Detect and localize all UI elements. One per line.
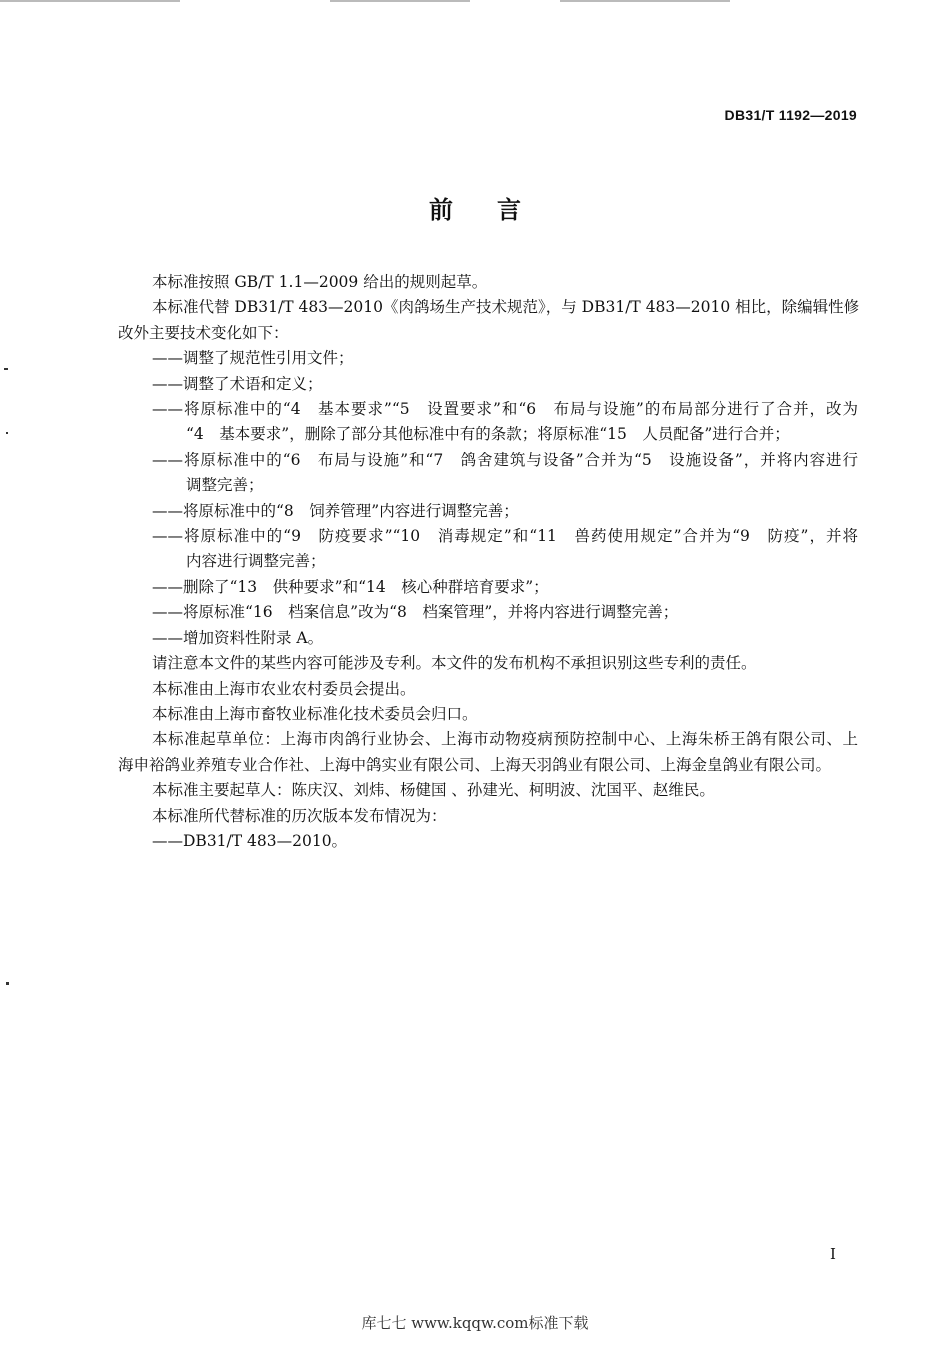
page-number: I [830, 1245, 836, 1263]
paragraph-line: 本标准所代替标准的历次版本发布情况为： [152, 806, 447, 825]
list-item-line: “4 基本要求”，删除了部分其他标准中有的条款；将原标准“15 人员配备”进行合并； [186, 425, 790, 444]
scan-edge-line [330, 0, 470, 2]
paragraph-line: 改外主要技术变化如下： [118, 323, 289, 342]
paragraph-line: 本标准由上海市畜牧业标准化技术委员会归口。 [152, 704, 478, 723]
paragraph-line: 请注意本文件的某些内容可能涉及专利。本文件的发布机构不承担识别这些专利的责任。 [152, 654, 757, 673]
paragraph-line: 本标准代替 DB31/T 483—2010《肉鸽场生产技术规范》，与 DB31/T 483—2010 相比，除编辑性修 [152, 298, 860, 317]
list-item-line: ——调整了规范性引用文件； [152, 349, 354, 368]
list-item-line: ——增加资料性附录 A。 [152, 628, 324, 647]
list-item-line: 调整完善； [186, 476, 264, 495]
scan-speck [6, 982, 9, 985]
list-item-line: 内容进行调整完善； [186, 552, 326, 571]
document-body [118, 270, 858, 854]
paragraph-line: 海申裕鸽业养殖专业合作社、上海中鸽实业有限公司、上海天羽鸽业有限公司、上海金皇鸽业有限公司。 [118, 755, 832, 774]
footer-watermark: 库七七 www.kqqw.com标准下载 [361, 1314, 589, 1332]
list-item-line: ——调整了术语和定义； [152, 374, 323, 393]
list-item-line: ——删除了“13 供种要求”和“14 核心种群培育要求”； [152, 577, 549, 596]
paragraph-line: 本标准由上海市农业农村委员会提出。 [152, 679, 416, 698]
document-number: DB31/T 1192—2019 [724, 107, 857, 123]
scan-edge-line [0, 0, 180, 2]
list-item-line: ——将原标准中的“4 基本要求”“5 设置要求”和“6 布局与设施”的布局部分进行了合并，改为 [152, 400, 858, 419]
scan-edge-line [560, 0, 730, 2]
scan-speck [4, 368, 8, 370]
list-item-line: ——DB31/T 483—2010。 [152, 831, 348, 850]
list-item-line: ——将原标准中的“6 布局与设施”和“7 鸽舍建筑与设备”合并为“5 设施设备”，并将内容进行 [152, 450, 858, 469]
paragraph-line: 本标准主要起草人：陈庆汉、刘炜、杨健国 、孙建光、柯明波、沈国平、赵维民。 [152, 781, 715, 800]
page-title: 前言 [429, 196, 565, 224]
list-item-line: ——将原标准中的“8 饲养管理”内容进行调整完善； [152, 501, 519, 520]
list-item-line: ——将原标准“16 档案信息”改为“8 档案管理”，并将内容进行调整完善； [152, 603, 679, 622]
paragraph-line: 本标准按照 GB/T 1.1—2009 给出的规则起草。 [152, 273, 488, 291]
scan-speck [6, 432, 8, 434]
paragraph-line: 本标准起草单位：上海市肉鸽行业协会、上海市动物疫病预防控制中心、上海朱桥王鸽有限公司、上 [152, 730, 858, 749]
list-item-line: ——将原标准中的“9 防疫要求”“10 消毒规定”和“11 兽药使用规定”合并为“9 防疫”，并将 [152, 527, 858, 546]
